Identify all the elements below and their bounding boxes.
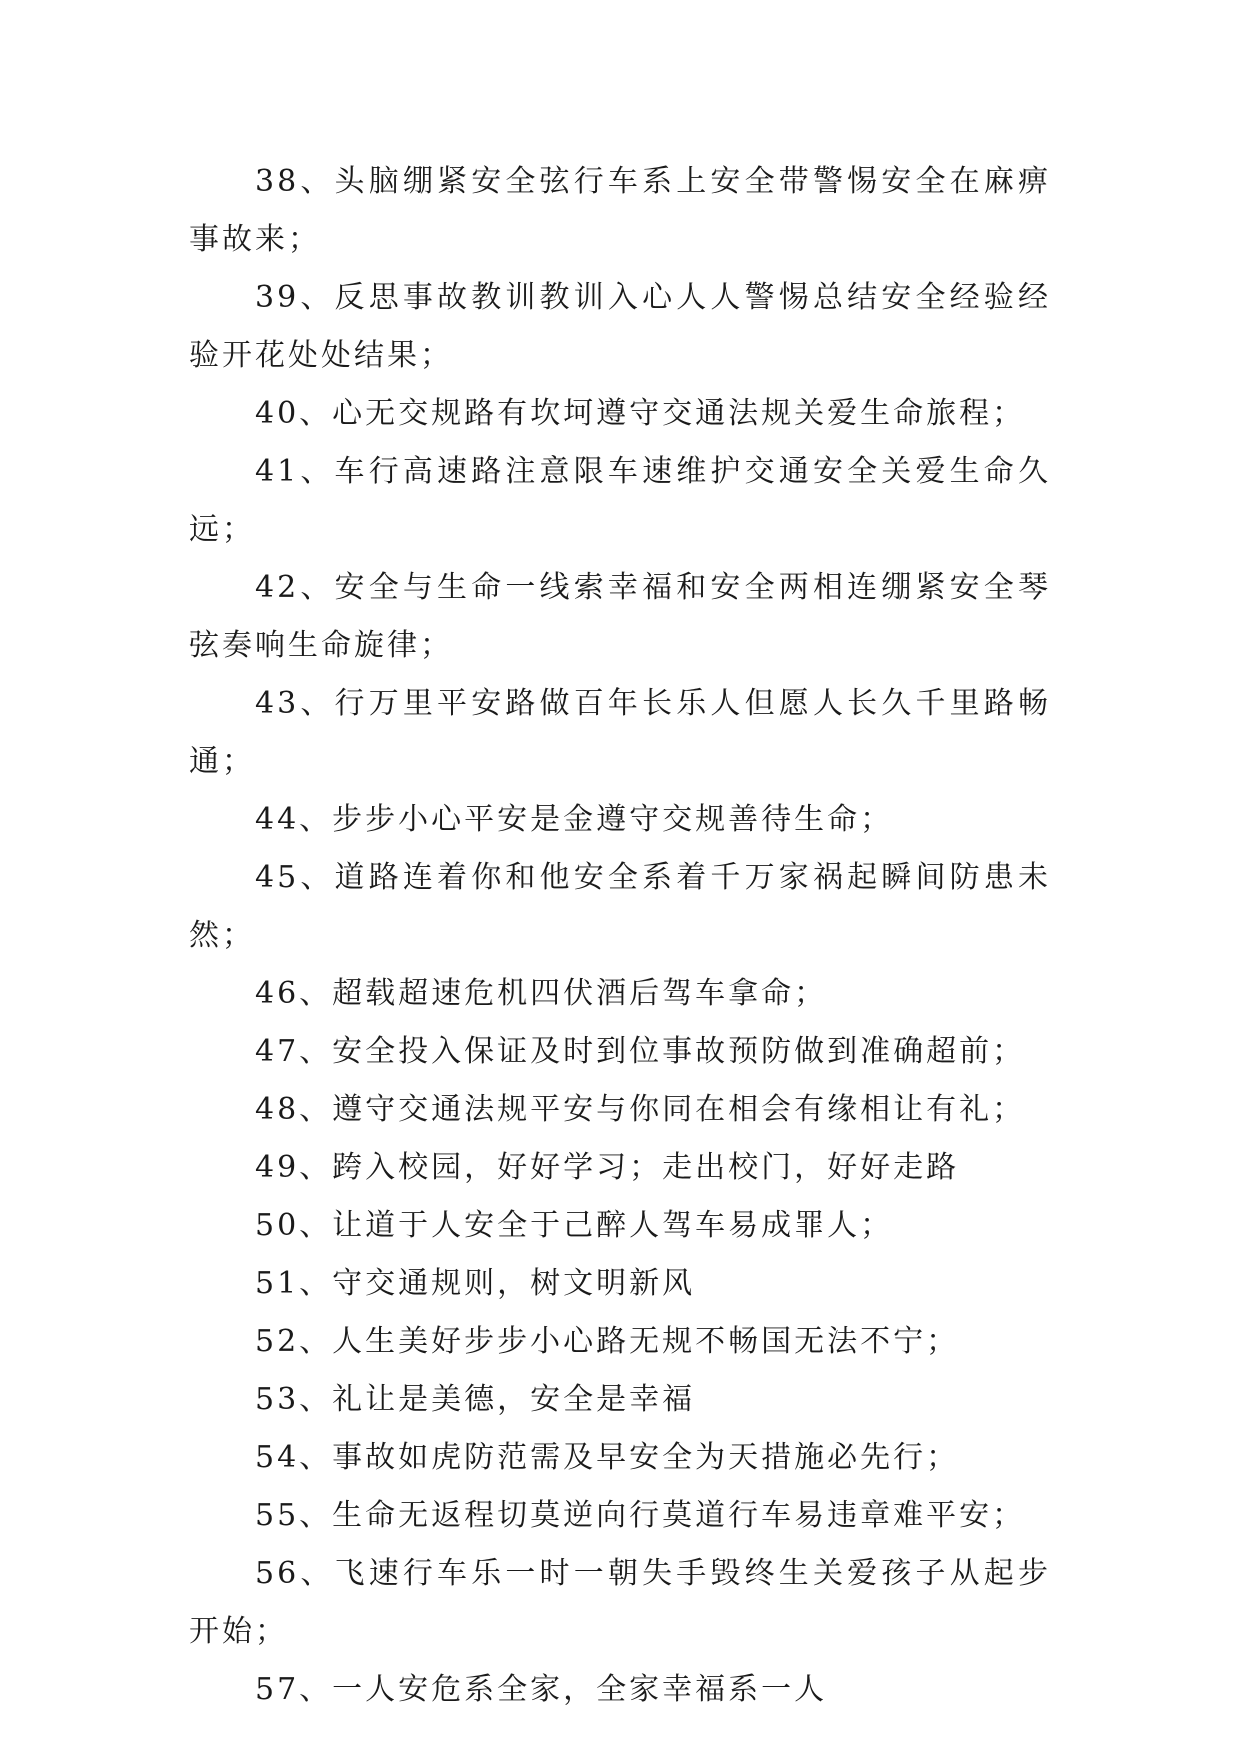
list-item: 42、安全与生命一线索幸福和安全两相连绷紧安全琴弦奏响生命旋律； bbox=[189, 570, 1051, 663]
list-item: 56、飞速行车乐一时一朝失手毁终生关爱孩子从起步开始； bbox=[189, 1556, 1051, 1649]
list-item: 57、一人安危系全家，全家幸福系一人 bbox=[255, 1672, 828, 1707]
slogan-list bbox=[189, 153, 1051, 1719]
list-item: 52、人生美好步步小心路无规不畅国无法不宁； bbox=[255, 1324, 960, 1359]
list-item: 43、行万里平安路做百年长乐人但愿人长久千里路畅通； bbox=[189, 686, 1051, 779]
list-item: 55、生命无返程切莫逆向行莫道行车易违章难平安； bbox=[255, 1498, 1026, 1533]
list-item: 46、超载超速危机四伏酒后驾车拿命； bbox=[255, 976, 828, 1011]
list-item: 47、安全投入保证及时到位事故预防做到准确超前； bbox=[255, 1034, 1026, 1069]
list-item: 41、车行高速路注意限车速维护交通安全关爱生命久远； bbox=[189, 454, 1051, 547]
list-item: 49、跨入校园，好好学习；走出校门，好好走路 bbox=[255, 1150, 960, 1185]
list-item: 51、守交通规则，树文明新风 bbox=[255, 1266, 696, 1301]
list-item: 40、心无交规路有坎坷遵守交通法规关爱生命旅程； bbox=[255, 396, 1026, 431]
list-item: 53、礼让是美德，安全是幸福 bbox=[255, 1382, 696, 1417]
list-item: 44、步步小心平安是金遵守交规善待生命； bbox=[255, 802, 894, 837]
list-item: 50、让道于人安全于己醉人驾车易成罪人； bbox=[255, 1208, 894, 1243]
list-item: 39、反思事故教训教训入心人人警惕总结安全经验经验开花处处结果； bbox=[189, 280, 1051, 373]
list-item: 38、头脑绷紧安全弦行车系上安全带警惕安全在麻痹事故来； bbox=[189, 164, 1051, 257]
list-item: 54、事故如虎防范需及早安全为天措施必先行； bbox=[255, 1440, 960, 1475]
list-item: 48、遵守交通法规平安与你同在相会有缘相让有礼； bbox=[255, 1092, 1026, 1127]
list-item: 45、道路连着你和他安全系着千万家祸起瞬间防患未然； bbox=[189, 860, 1051, 953]
